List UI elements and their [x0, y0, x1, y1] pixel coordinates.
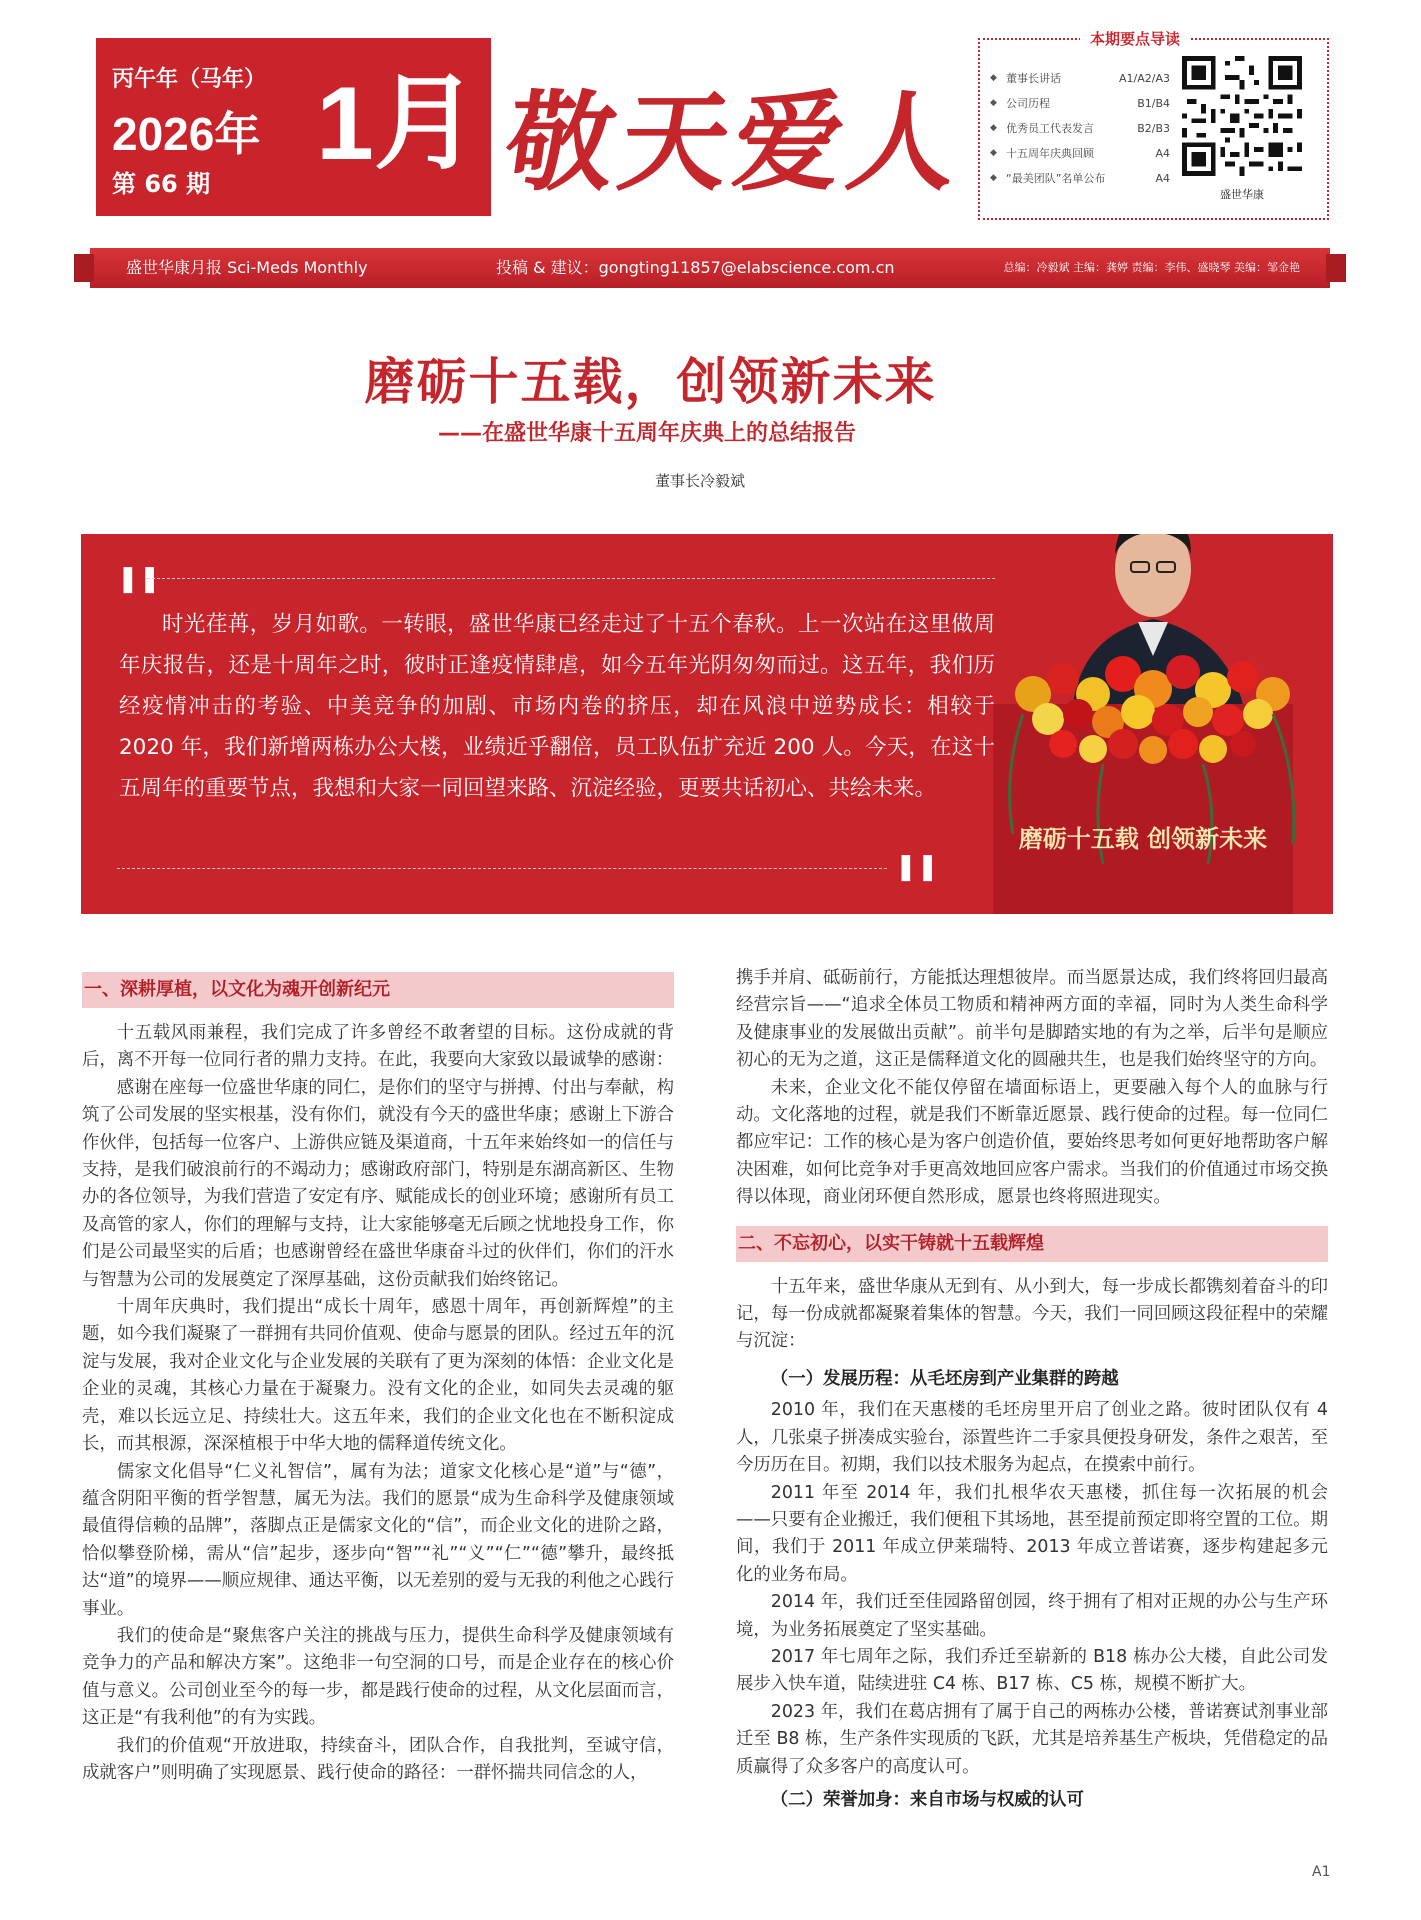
- guide-item[interactable]: [990, 116, 1170, 141]
- issue-number: 第 66 期: [112, 170, 211, 198]
- paragraph: 2010 年，我们在天惠楼的毛坯房里开启了创业之路。彼时团队仅有 4 人，几张桌子拼凑成实验台，添置些许二手家具便投身研发，条件之艰苦，至今历历在目。初期，我们以技术服务为起点，在摸索中前行。: [736, 1400, 1328, 1476]
- highlights-guide: [978, 30, 1329, 220]
- banner-text: 磨砺十五载 创领新未来: [1018, 824, 1268, 853]
- paragraph: 十五年来，盛世华康从无到有、从小到大，每一步成长都镌刻着奋斗的印记，每一份成就都凝聚着集体的智慧。今天，我们一同回顾这段征程中的荣耀与沉淀：: [736, 1276, 1328, 1352]
- subsection-2-title: （二）荣誉加身：来自市场与权威的认可: [770, 1789, 1084, 1810]
- guide-item-page: A4: [1155, 172, 1170, 185]
- qr-code-icon[interactable]: [1182, 56, 1302, 176]
- subsection-1-title: （一）发展历程：从毛坯房到产业集群的跨越: [770, 1368, 1119, 1389]
- guide-list: [990, 66, 1170, 191]
- guide-item[interactable]: [990, 141, 1170, 166]
- intro-paragraph: 时光荏苒，岁月如歌。一转眼，盛世华康已经走过了十五个春秋。上一次站在这里做周年庆报告，还是十周年之时，彼时正逢疫情肆虐，如今五年光阴匆匆而过。这五年，我们历经疫情冲击的考验、中美竞争的加剧、市场内卷的挤压，却在风浪中逆势成长：相较于 2020 年，我们新增两栋办公大楼，业绩近乎翻倍，员工队伍扩充近 200 人。今天，在这十五周年的重要节点，我想和大家一同回望来路、沉淀经验，更要共话初心、共绘未来。: [119, 612, 995, 801]
- quote-close-icon: ❚❚: [895, 852, 939, 882]
- guide-item[interactable]: [990, 166, 1170, 191]
- masthead-title: 敬天爱人: [497, 80, 972, 206]
- guide-item-label: 十五周年庆典回顾: [1006, 147, 1094, 160]
- paragraph: 十周年庆典时，我们提出“成长十周年，感恩十周年，再创新辉煌”的主题，如今我们凝聚了一群拥有共同价值观、使命与愿景的团队。经过五年的沉淀与发展，我对企业文化与企业发展的关联有了更为深刻的体悟：企业文化是企业的灵魂，其核心力量在于凝聚力。没有文化的企业，如同失去灵魂的躯壳，难以长远立足、持续壮大。这五年来，我们的企业文化也在不断积淀成长，而其根源，深深植根于中华大地的儒释道传统文化。: [82, 1297, 674, 1455]
- speaker-photo: [953, 534, 1333, 914]
- guide-item-page: A1/A2/A3: [1119, 72, 1170, 85]
- divider: [147, 578, 995, 579]
- paragraph: 我们的价值观“开放进取，持续奋斗，团队合作，自我批判，至诚守信，成就客户”则明确了实现愿景、践行使命的路径：一群怀揣共同信念的人，: [82, 1735, 674, 1783]
- paragraph: 我们的使命是“聚焦客户关注的挑战与压力，提供生命科学及健康领域有竞争力的产品和解决方案”。这绝非一句空洞的口号，而是企业存在的核心价值与意义。公司创业至今的每一步，都是践行使命的过程，从文化层面而言，这正是“有我利他”的有为实践。: [82, 1625, 674, 1729]
- paragraph: 2023 年，我们在葛店拥有了属于自己的两栋办公楼，普诺赛试剂事业部迁至 B8 栋，生产条件实现质的飞跃，尤其是培养基生产板块，凭借稳定的品质赢得了众多客户的高度认可。: [736, 1701, 1328, 1777]
- qr-label: 盛世华康: [1220, 188, 1264, 201]
- paragraph: 儒家文化倡导“仁义礼智信”，属有为法；道家文化核心是“道”与“德”，蕴含阴阳平衡的哲学智慧，属无为法。我们的愿景“成为生命科学及健康领域最值得信赖的品牌”，落脚点正是儒家文化的“信”，而企业文化的进阶之路，恰似攀登阶梯，需从“信”起步，逐步向“智”“礼”“义”“仁”“德”攀升，最终抵达“道”的境界——顺应规律、通达平衡，以无差别的爱与无我的利他之心践行事业。: [82, 1461, 674, 1619]
- column-right: [736, 965, 1328, 1818]
- section-2-title: 二、不忘初心，以实干铸就十五载辉煌: [736, 1226, 1328, 1262]
- guide-item-label: 优秀员工代表发言: [1006, 122, 1094, 135]
- ribbon-publication: 盛世华康月报 Sci-Meds Monthly: [126, 258, 368, 277]
- issue-box: [96, 38, 491, 216]
- article-subhead: ——在盛世华康十五周年庆典上的总结报告: [438, 421, 857, 446]
- article-headline: 磨砺十五载，创领新未来: [364, 353, 937, 411]
- guide-item-label: 公司历程: [1006, 97, 1050, 110]
- guide-item-label: 董事长讲话: [1006, 72, 1061, 85]
- paragraph: 2014 年，我们迁至佳园路留创园，终于拥有了相对正规的办公与生产环境，为业务拓展奠定了坚实基础。: [736, 1592, 1328, 1640]
- guide-item-page: B1/B4: [1137, 97, 1170, 110]
- quote-open-icon: ❚❚: [117, 564, 161, 594]
- column-left: [82, 972, 674, 1787]
- section-1-title: 一、深耕厚植，以文化为魂开创新纪元: [82, 972, 674, 1008]
- ribbon-editors: 总编：冷毅斌 主编：龚婷 责编：李伟、盛晓琴 美编：邹金艳: [1003, 261, 1300, 274]
- guide-item[interactable]: [990, 66, 1170, 91]
- intro-block: [81, 534, 1333, 914]
- article-byline: 董事长冷毅斌: [655, 472, 746, 490]
- ribbon-contact[interactable]: 投稿 & 建议：gongting11857@elabscience.com.cn: [496, 258, 895, 277]
- guide-item-page: A4: [1155, 147, 1170, 160]
- issue-era: 丙午年（马年）: [112, 67, 267, 92]
- info-ribbon: [90, 248, 1330, 288]
- paragraph: 感谢在座每一位盛世华康的同仁，是你们的坚守与拼搏、付出与奉献，构筑了公司发展的坚实根基，没有你们，就没有今天的盛世华康；感谢上下游合作伙伴，包括每一位客户、上游供应链及渠道商，十五年来始终如一的信任与支持，是我们破浪前行的不竭动力；感谢政府部门，特别是东湖高新区、生物办的各位领导，为我们营造了安定有序、赋能成长的创业环境；感谢所有员工及高管的家人，你们的理解与支持，让大家能够毫无后顾之忧地投身工作，你们是公司最坚实的后盾；也感谢曾经在盛世华康奋斗过的伙伴们，你们的汗水与智慧为公司的发展奠定了深厚基础，这份贡献我们始终铭记。: [82, 1077, 674, 1290]
- guide-item-label: “最美团队”名单公布: [1006, 172, 1106, 185]
- paragraph: 携手并肩、砥砺前行，方能抵达理想彼岸。而当愿景达成，我们终将回归最高经营宗旨——“追求全体员工物质和精神两方面的幸福，同时为人类生命科学及健康事业的发展做出贡献”。前半句是脚踏实地的有为之举，后半句是顺应初心的无为之道，这正是儒释道文化的圆融共生，也是我们始终坚守的方向。: [736, 968, 1328, 1071]
- paragraph: 2017 年七周年之际，我们乔迁至崭新的 B18 栋办公大楼，自此公司发展步入快车道，陆续进驻 C4 栋、B17 栋、C5 栋，规模不断扩大。: [736, 1646, 1328, 1695]
- paragraph: 未来，企业文化不能仅停留在墙面标语上，更要融入每个人的血脉与行动。文化落地的过程，就是我们不断靠近愿景、践行使命的过程。每一位同仁都应牢记：工作的核心是为客户创造价值，要始终思考如何更好地帮助客户解决困难，如何比竞争对手更高效地回应客户需求。当我们的价值通过市场交换得以体现，商业闭环便自然形成，愿景也终将照进现实。: [736, 1077, 1328, 1208]
- guide-item-page: B2/B3: [1137, 122, 1170, 135]
- guide-item[interactable]: [990, 91, 1170, 116]
- paragraph: 十五载风雨兼程，我们完成了许多曾经不敢奢望的目标。这份成就的背后，离不开每一位同行者的鼎力支持。在此，我要向大家致以最诚挚的感谢：: [82, 1023, 674, 1071]
- issue-month: 1月: [316, 66, 478, 182]
- divider: [117, 868, 887, 869]
- issue-year: 2026年: [112, 108, 261, 160]
- page-number: A1: [1312, 1864, 1331, 1880]
- paragraph: 2011 年至 2014 年，我们扎根华农天惠楼，抓住每一次拓展的机会——只要有企业搬迁，我们便租下其场地，甚至提前预定即将空置的工位。期间，我们于 2011 年成立伊莱瑞特、2013 年成立普诺赛，逐步构建起多元化的业务布局。: [736, 1482, 1328, 1585]
- guide-title: 本期要点导读: [1080, 28, 1190, 49]
